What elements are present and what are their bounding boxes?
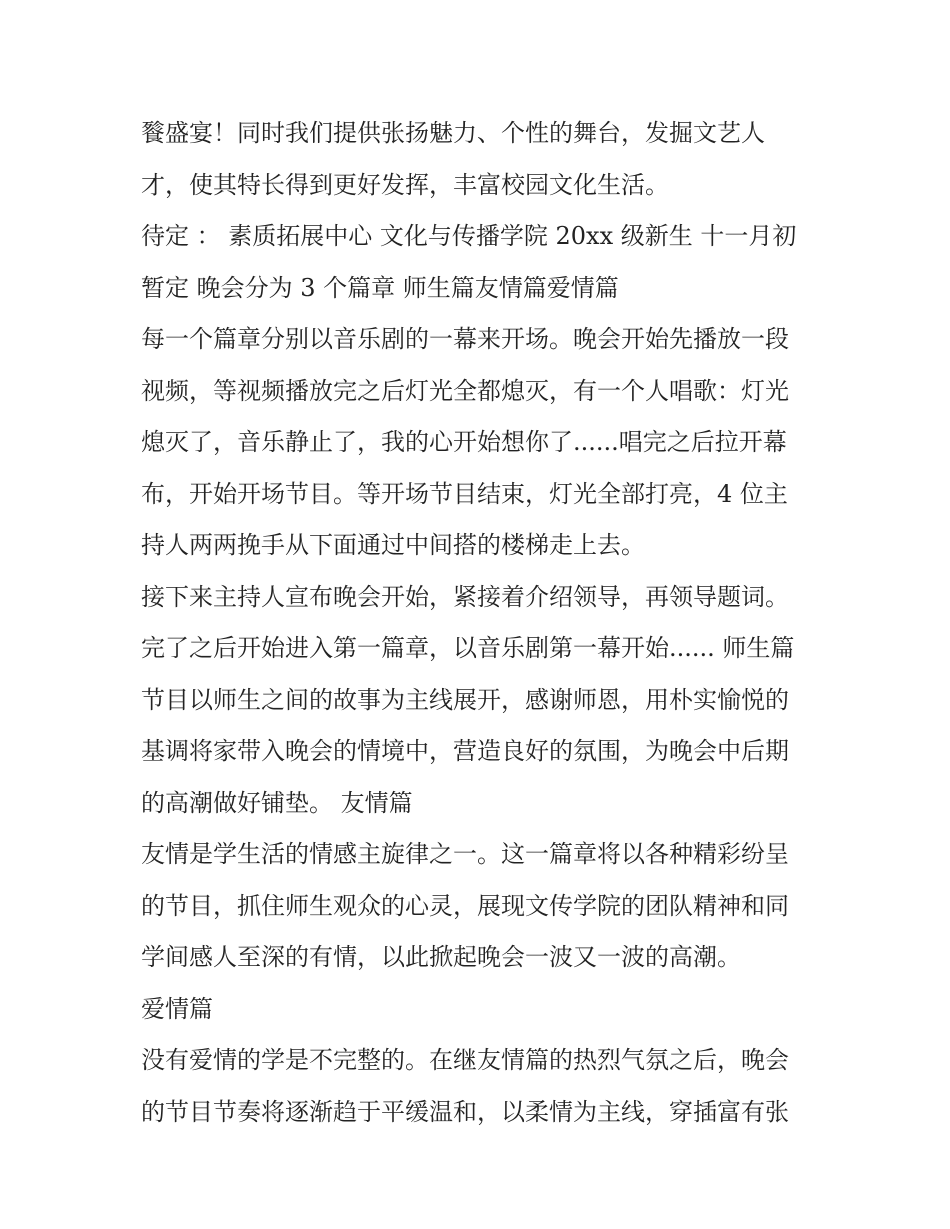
text-line: 持人两两挽手从下面通过中间搭的楼梯走上去。 <box>141 531 645 559</box>
text-line: 的高潮做好铺垫。 友情篇 <box>141 788 413 817</box>
text-line: 友情是学生活的情感主旋律之一。这一篇章将以各种精彩纷呈 <box>141 840 789 868</box>
text-line: 节目以师生之间的故事为主线展开，感谢师恩，用朴实愉悦的 <box>141 685 789 714</box>
text-line: 的节目，抓住师生观众的心灵，展现文传学院的团队精神和同 <box>141 891 789 920</box>
text-line: 每一个篇章分别以音乐剧的一幕来开场。晚会开始先播放一段 <box>141 325 789 353</box>
text-line: 基调将家带入晚会的情境中，营造良好的氛围，为晚会中后期 <box>141 737 789 765</box>
text-line: 布，开始开场节目。等开场节目结束，灯光全部打亮，4 位主 <box>141 479 788 508</box>
document-body <box>141 108 821 1138</box>
text-line: 餮盛宴！同时我们提供张扬魅力、个性的舞台，发掘文艺人 <box>141 119 765 147</box>
text-line: 熄灭了，音乐静止了，我的心开始想你了......唱完之后拉开幕 <box>141 428 787 456</box>
text-line: 没有爱情的学是不完整的。在继友情篇的热烈气氛之后，晚会 <box>141 1046 789 1074</box>
text-line: 接下来主持人宣布晚会开始，紧接着介绍领导，再领导题词。 <box>141 582 789 611</box>
section-heading-love: 爱情篇 <box>141 994 213 1023</box>
text-line: 暂定 晚会分为 3 个篇章 师生篇友情篇爱情篇 <box>141 273 619 302</box>
text-line: 视频，等视频播放完之后灯光全都熄灭，有一个人唱歌：灯光 <box>141 376 789 405</box>
text-line: 学间感人至深的有情，以此掀起晚会一波又一波的高潮。 <box>141 943 741 971</box>
text-line: 待定 ： 素质拓展中心 文化与传播学院 20xx 级新生 十一月初 <box>141 222 797 250</box>
text-line: 的节目节奏将逐渐趋于平缓温和，以柔情为主线，穿插富有张 <box>141 1097 789 1126</box>
text-line: 才，使其特长得到更好发挥，丰富校园文化生活。 <box>141 170 669 199</box>
text-line: 完了之后开始进入第一篇章，以音乐剧第一幕开始...... 师生篇 <box>141 634 795 662</box>
